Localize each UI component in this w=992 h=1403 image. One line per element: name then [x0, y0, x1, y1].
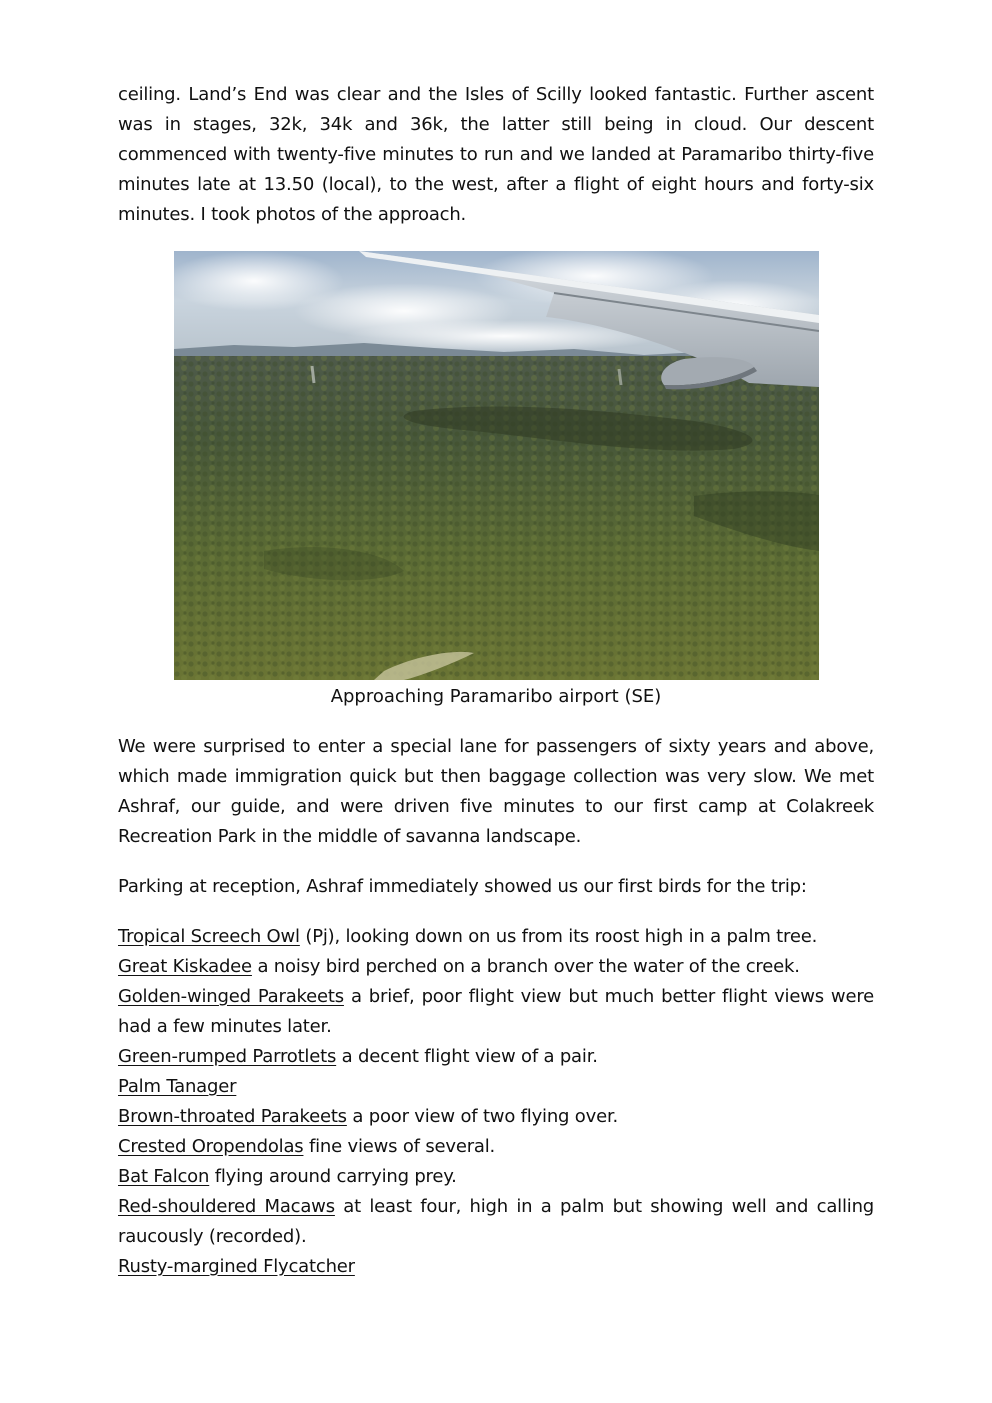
bird-entry	[118, 1192, 874, 1252]
photo-caption: Approaching Paramaribo airport (SE)	[330, 686, 662, 707]
bird-entry	[118, 1102, 874, 1132]
aerial-photo	[174, 251, 819, 680]
parking-paragraph: Parking at reception, Ashraf immediately showed us our first birds for the trip:	[118, 876, 807, 897]
bird-entry	[118, 1132, 874, 1162]
bird-entry	[118, 1072, 874, 1102]
bird-entry	[118, 982, 874, 1042]
arrival-paragraph: We were surprised to enter a special lane for passengers of sixty years and above, which made immigration quick but then baggage collection was very slow. We met Ashraf, our guide, and were driven five minutes to our first camp at Colakreek Recreation Park in the middle of savanna landscape.	[118, 736, 874, 847]
bird-entry	[118, 952, 874, 982]
bird-note: fine views of several.	[303, 1136, 496, 1157]
bird-note: a noisy bird perched on a branch over the water of the creek.	[251, 956, 800, 977]
bird-note: a decent flight view of a pair.	[336, 1046, 598, 1067]
bird-note: flying around carrying prey.	[209, 1166, 457, 1187]
bird-name: Rusty-margined Flycatcher	[118, 1256, 355, 1277]
bird-name: Tropical Screech Owl	[118, 926, 300, 947]
bird-name: Bat Falcon	[118, 1166, 210, 1187]
bird-entry	[118, 1162, 874, 1192]
bird-name: Great Kiskadee	[118, 956, 252, 977]
bird-entry	[118, 1252, 874, 1282]
bird-name: Crested Oropendolas	[118, 1136, 304, 1157]
intro-paragraph: ceiling. Land’s End was clear and the Isles of Scilly looked fantastic. Further ascent was in stages, 32k, 34k and 36k, the latter still being in cloud. Our descent commenced with twenty-five minutes to run and we landed at Paramaribo thirty-five minutes late at 13.50 (local), to the west, after a flight of eight hours and forty-six minutes. I took photos of the approach.	[118, 84, 874, 225]
bird-entry	[118, 922, 874, 952]
bird-entry	[118, 1042, 874, 1072]
bird-name: Golden-winged Parakeets	[118, 986, 344, 1007]
bird-name: Green-rumped Parrotlets	[118, 1046, 337, 1067]
bird-name: Brown-throated Parakeets	[118, 1106, 347, 1127]
photo-figure	[118, 251, 874, 712]
bird-note: at least four, high in a palm but showing well and calling raucously (recorded).	[118, 1196, 875, 1247]
bird-note: a poor view of two flying over.	[346, 1106, 619, 1127]
document-page	[118, 80, 874, 1282]
bird-note: a brief, poor flight view but much better flight views were had a few minutes later.	[118, 986, 875, 1037]
bird-name: Red-shouldered Macaws	[118, 1196, 335, 1217]
bird-list	[118, 922, 874, 1282]
bird-note: (Pj), looking down on us from its roost high in a palm tree.	[299, 926, 818, 947]
bird-name: Palm Tanager	[118, 1076, 237, 1097]
